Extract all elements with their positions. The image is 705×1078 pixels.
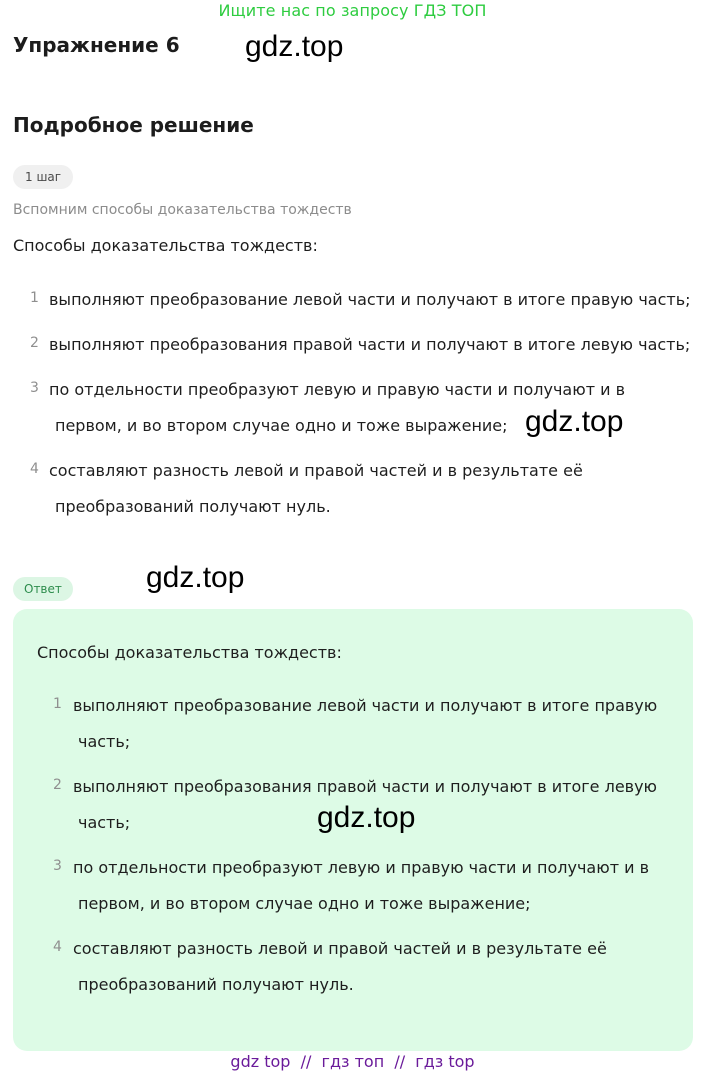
list-item-text: выполняют преобразование левой части и получают в итоге правую часть; <box>49 290 691 309</box>
list-item-text-line: составляют разность левой и правой частей и в результате её <box>73 939 607 958</box>
list-item-number: 3 <box>30 380 39 396</box>
list-item-text-line: преобразований получают нуль. <box>78 975 354 994</box>
list-item-number: 4 <box>30 461 39 477</box>
answer-badge: Ответ <box>13 577 73 601</box>
step-badge: 1 шаг <box>13 165 73 189</box>
list-item-text-line: часть; <box>78 813 131 832</box>
list-item-text-line: по отдельности преобразуют левую и правую части и получают и в <box>73 858 650 877</box>
list-item-number: 2 <box>53 777 62 793</box>
list-item-text-line: часть; <box>78 732 131 751</box>
watermark: gdz.top <box>317 801 416 834</box>
list-item-text: выполняют преобразования правой части и получают в итоге левую часть; <box>49 335 691 354</box>
list-item-number: 1 <box>30 290 39 306</box>
list-item-number: 2 <box>30 335 39 351</box>
watermark: gdz.top <box>245 30 344 63</box>
list-item-text-line: по отдельности преобразуют левую и правую части и получают и в <box>49 380 626 399</box>
step-hint: Вспомним способы доказательства тождеств <box>13 202 352 218</box>
list-item-number: 3 <box>53 858 62 874</box>
step-intro: Способы доказательства тождеств: <box>13 236 318 255</box>
list-item-text-line: преобразований получают нуль. <box>55 497 331 516</box>
watermark: gdz.top <box>525 405 624 438</box>
watermark: gdz.top <box>146 561 245 594</box>
list-item-number: 1 <box>53 696 62 712</box>
list-item-text-line: первом, и во втором случае одно и тоже выражение; <box>78 894 531 913</box>
exercise-title: Упражнение 6 <box>13 33 180 57</box>
section-heading: Подробное решение <box>13 113 254 137</box>
list-item-text-line: выполняют преобразование левой части и получают в итоге правую <box>73 696 658 715</box>
answer-intro: Способы доказательства тождеств: <box>37 643 342 662</box>
list-item-text-line: выполняют преобразования правой части и получают в итоге левую <box>73 777 658 796</box>
list-item-number: 4 <box>53 939 62 955</box>
list-item-text-line: составляют разность левой и правой частей и в результате её <box>49 461 583 480</box>
list-item-text-line: первом, и во втором случае одно и тоже выражение; <box>55 416 508 435</box>
top-banner: Ищите нас по запросу ГДЗ ТОП <box>218 1 487 20</box>
answer-card <box>13 609 693 1051</box>
footer-links: gdz top // гдз топ // гдз top <box>230 1052 475 1071</box>
